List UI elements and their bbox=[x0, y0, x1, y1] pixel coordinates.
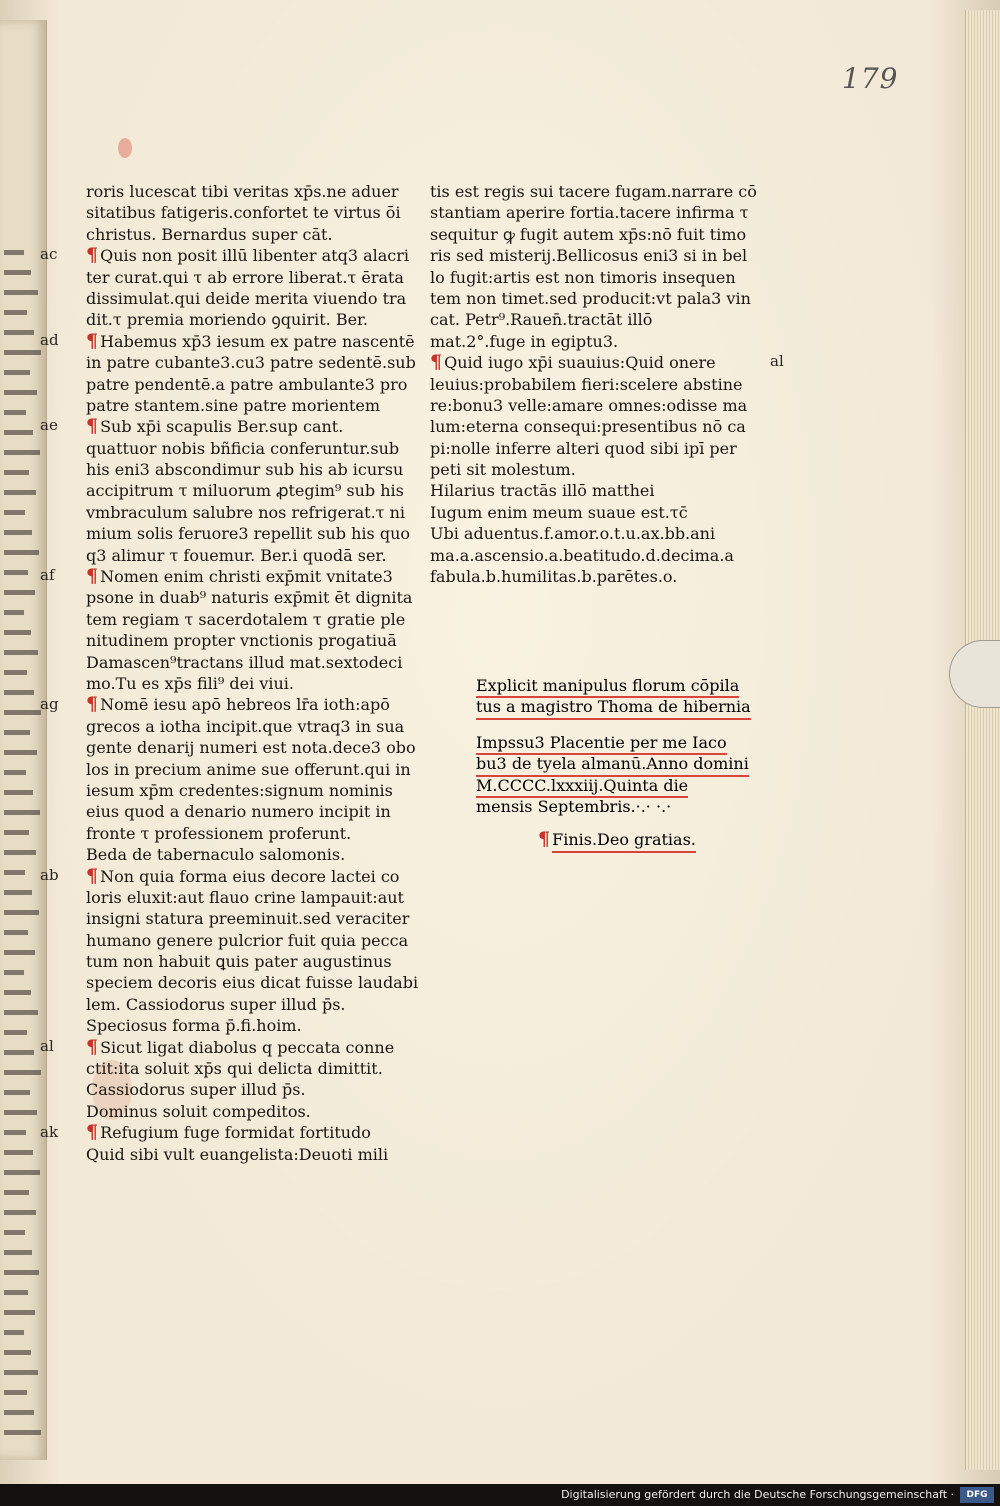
text-line-content: mo.Tu es xp̄s fili⁹ dei viui. bbox=[86, 673, 294, 693]
sliver-ink-mark bbox=[4, 390, 37, 395]
text-line-content: Quis non posit illū libenter atq3 alacri bbox=[100, 246, 409, 266]
rubric-initial-icon: ¶ bbox=[86, 329, 99, 352]
sliver-ink-mark bbox=[4, 290, 38, 295]
text-line bbox=[86, 994, 416, 1015]
text-line bbox=[430, 331, 775, 352]
sliver-ink-mark bbox=[4, 430, 33, 435]
footer-credit: Digitalisierung gefördert durch die Deutsche Forschungsgemeinschaft · bbox=[561, 1488, 954, 1501]
colophon-line: tus a magistro Thoma de hibernia bbox=[476, 696, 751, 719]
text-line-content: Refugium fuge formidat fortitudo bbox=[100, 1123, 371, 1143]
text-line-content: dissimulat.qui deide merita viuendo tra bbox=[86, 288, 407, 308]
text-line-content: Non quia forma eius decore lactei co bbox=[100, 866, 400, 886]
text-line bbox=[86, 245, 416, 266]
sliver-ink-mark bbox=[4, 270, 31, 275]
sliver-ink-mark bbox=[4, 890, 32, 895]
margin-marker: al bbox=[40, 1037, 54, 1055]
text-line-content: lum:eterna consequi:presentibus nō ca bbox=[430, 417, 746, 437]
rubric-initial-icon: ¶ bbox=[86, 244, 99, 267]
right-text-column bbox=[430, 181, 775, 587]
text-line bbox=[86, 438, 416, 459]
text-line bbox=[86, 972, 419, 993]
text-line bbox=[86, 309, 416, 330]
text-line-content: sitatibus fatigeris.confortet te virtus ōi bbox=[86, 203, 401, 223]
text-line-content: lo fugit:artis est non timoris insequen bbox=[430, 267, 736, 287]
text-line bbox=[86, 587, 416, 608]
text-line bbox=[430, 480, 775, 501]
sliver-ink-mark bbox=[4, 1110, 37, 1115]
text-line-content: Nomē iesu apō hebreos lr̄a ioth:apō bbox=[100, 695, 390, 715]
text-line-content: christus. Bernardus super cāt. bbox=[86, 224, 333, 244]
sliver-ink-mark bbox=[4, 350, 41, 355]
text-line bbox=[86, 1058, 416, 1079]
rubric-initial-icon: ¶ bbox=[86, 864, 99, 887]
text-line-content: Beda de tabernaculo salomonis. bbox=[86, 845, 346, 865]
text-line-content: iesum xp̄m credentes:signum nominis bbox=[86, 780, 393, 800]
sliver-ink-mark bbox=[4, 570, 28, 575]
text-line bbox=[86, 395, 416, 416]
sliver-ink-mark bbox=[4, 1430, 41, 1435]
text-line bbox=[430, 545, 775, 566]
text-line bbox=[86, 930, 416, 951]
text-line bbox=[86, 352, 416, 373]
sliver-ink-mark bbox=[4, 870, 25, 875]
text-line-content: patre pendentē.a patre ambulante3 pro bbox=[86, 374, 408, 394]
text-line bbox=[86, 951, 416, 972]
text-line bbox=[86, 801, 416, 822]
text-line-content: Hilarius tractās illō matthei bbox=[430, 481, 655, 501]
text-line-content: roris lucescat tibi veritas xp̄s.ne aduer bbox=[86, 182, 399, 201]
sliver-ink-mark bbox=[4, 650, 38, 655]
text-line bbox=[86, 673, 416, 694]
text-line-content: dit.τ premia moriendo ꝯquirit. Ber. bbox=[86, 310, 369, 330]
text-line bbox=[86, 694, 416, 715]
text-line bbox=[430, 181, 775, 202]
text-line-content: ma.a.ascensio.a.beatitudo.d.decima.a bbox=[430, 545, 734, 565]
sliver-ink-mark bbox=[4, 1250, 32, 1255]
text-line-content: tem regiam τ sacerdotalem τ gratie ple bbox=[86, 609, 406, 629]
text-line bbox=[86, 908, 416, 929]
margin-marker: ac bbox=[40, 245, 58, 264]
sliver-ink-mark bbox=[4, 1010, 38, 1015]
text-line-content: speciem decoris eius dicat fuisse laudabi bbox=[86, 973, 419, 993]
sliver-ink-mark bbox=[4, 1230, 25, 1235]
text-line bbox=[430, 416, 775, 437]
colophon-line: bu3 de tyela almanū.Anno domini bbox=[476, 753, 749, 776]
sliver-ink-mark bbox=[4, 850, 36, 855]
text-line-content: insigni statura preeminuit.sed veraciter bbox=[86, 909, 410, 929]
margin-marker: ad bbox=[40, 330, 59, 349]
text-line bbox=[430, 566, 775, 587]
text-line bbox=[86, 759, 416, 780]
text-line bbox=[430, 288, 775, 309]
colophon-line: M.CCCC.lxxxiij.Quinta die bbox=[476, 775, 688, 798]
sliver-ink-mark bbox=[4, 1290, 28, 1295]
sliver-ink-mark bbox=[4, 1390, 27, 1395]
colophon-line: Impssu3 Placentie per me Iaco bbox=[476, 732, 727, 755]
text-line-content: fronte τ professionem proferunt. bbox=[86, 823, 352, 843]
sliver-ink-mark bbox=[4, 1170, 40, 1175]
margin-marker: ak bbox=[40, 1122, 59, 1141]
text-line-content: sequitur ꝙ fugit autem xp̄s:nō fuit timo bbox=[430, 224, 747, 244]
left-text-column bbox=[86, 181, 419, 1165]
text-line bbox=[86, 288, 416, 309]
text-line bbox=[86, 844, 416, 865]
dfg-logo: DFG bbox=[960, 1487, 994, 1503]
sliver-ink-mark bbox=[4, 1090, 30, 1095]
text-line-content: quattuor nobis bñficia conferuntur.sub bbox=[86, 438, 400, 458]
text-line-content: in patre cubante3.cu3 patre sedentē.sub bbox=[86, 353, 416, 373]
sliver-ink-mark bbox=[4, 1050, 34, 1055]
red-mark bbox=[118, 138, 132, 158]
text-line-content: Nomen enim christi exp̄mit vnitate3 bbox=[100, 567, 393, 587]
margin-marker: af bbox=[40, 566, 55, 585]
text-line-content: Habemus xp̄3 iesum ex patre nascentē bbox=[100, 331, 415, 351]
colophon-block bbox=[476, 675, 766, 851]
page-stack-edge bbox=[965, 10, 1000, 1470]
sliver-ink-mark bbox=[4, 1030, 27, 1035]
text-line-content: peti sit molestum. bbox=[430, 460, 576, 480]
text-line bbox=[86, 502, 416, 523]
text-line-content: ctit:ita soluit xp̄s qui delicta dimittit. bbox=[86, 1059, 383, 1079]
text-line bbox=[86, 823, 416, 844]
sliver-ink-mark bbox=[4, 830, 29, 835]
text-line bbox=[86, 1079, 416, 1100]
text-line-content: ris sed misterij.Bellicosus eni3 si in bel bbox=[430, 246, 748, 266]
sliver-ink-mark bbox=[4, 1330, 24, 1335]
text-line bbox=[86, 416, 416, 437]
folio-number: 179 bbox=[842, 62, 899, 95]
text-line bbox=[430, 224, 775, 245]
rubric-initial-icon: ¶ bbox=[86, 1035, 99, 1058]
text-line bbox=[430, 502, 775, 523]
rubric-initial-icon: ¶ bbox=[86, 1121, 99, 1144]
text-line-content: tem non timet.sed producit:vt pala3 vin bbox=[430, 288, 751, 308]
text-line bbox=[86, 737, 416, 758]
sliver-ink-mark bbox=[4, 370, 30, 375]
text-line bbox=[86, 630, 416, 651]
text-line bbox=[86, 1015, 416, 1036]
text-line-content: tis est regis sui tacere fugam.narrare cō bbox=[430, 182, 757, 201]
text-line-content: re:bonu3 velle:amare omnes:odisse ma bbox=[430, 395, 748, 415]
margin-marker: ab bbox=[40, 865, 59, 884]
sliver-ink-mark bbox=[4, 590, 35, 595]
text-line-content: tum non habuit ꝗuis pater augustinus bbox=[86, 952, 392, 972]
sliver-ink-mark bbox=[4, 250, 24, 255]
sliver-ink-mark bbox=[4, 510, 25, 515]
sliver-ink-mark bbox=[4, 450, 40, 455]
text-line-content: accipitrum τ miluorum ꝓtegim⁹ sub his bbox=[86, 481, 404, 501]
text-line-content: grecos a iotha incipit.que vtraq3 in sua bbox=[86, 716, 405, 736]
text-line-content: los in precium anime sue offerunt.qui in bbox=[86, 759, 411, 779]
text-line bbox=[86, 1037, 416, 1058]
text-line-content: Ubi aduentus.f.amor.o.t.u.ax.bb.ani bbox=[430, 524, 716, 544]
sliver-ink-mark bbox=[4, 410, 26, 415]
text-line-content: Iugum enim meum suaue est.τc̄ bbox=[430, 502, 688, 522]
sliver-ink-mark bbox=[4, 530, 32, 535]
text-line-content: Quid iugo xp̄i suauius:Quid onere bbox=[444, 353, 716, 373]
sliver-ink-mark bbox=[4, 1410, 34, 1415]
margin-marker: al bbox=[770, 352, 784, 371]
margin-marker: ag bbox=[40, 694, 59, 713]
text-line bbox=[86, 523, 416, 544]
sliver-ink-mark bbox=[4, 630, 31, 635]
text-line-content: Damascen⁹tractans illud mat.sextodeci bbox=[86, 652, 403, 672]
sliver-ink-mark bbox=[4, 970, 24, 975]
text-line-content: cat. Petr⁹.Rauen̄.tractāt illō bbox=[430, 310, 653, 330]
text-line bbox=[430, 245, 775, 266]
text-line-content: lem. Cassiodorus super illud p̄s. bbox=[86, 994, 346, 1014]
text-line-content: ter curat.qui τ ab errore liberat.τ ērata bbox=[86, 267, 404, 287]
text-line bbox=[86, 887, 416, 908]
text-line-content: Quid sibi vult euangelista:Deuoti mili bbox=[86, 1144, 389, 1164]
sliver-ink-mark bbox=[4, 750, 37, 755]
previous-page-edge bbox=[0, 20, 47, 1460]
colophon-line: Explicit manipulus florum cōpila bbox=[476, 675, 739, 698]
text-line bbox=[86, 480, 416, 501]
sliver-ink-mark bbox=[4, 810, 40, 815]
text-line bbox=[86, 652, 416, 673]
sliver-ink-mark bbox=[4, 950, 35, 955]
sliver-ink-mark bbox=[4, 1070, 41, 1075]
sliver-ink-mark bbox=[4, 990, 31, 995]
text-line-content: stantiam aperire fortia.tacere infirma τ bbox=[430, 203, 749, 223]
text-line bbox=[86, 545, 416, 566]
sliver-ink-mark bbox=[4, 790, 33, 795]
rubric-initial-icon: ¶ bbox=[86, 565, 99, 588]
sliver-ink-mark bbox=[4, 710, 41, 715]
text-line-content: nitudinem propter vnctionis progatiuā bbox=[86, 631, 397, 651]
text-line bbox=[430, 459, 775, 480]
text-line-content: Sicut ligat diabolus q peccata conne bbox=[100, 1037, 395, 1057]
text-line-content: leuius:probabilem fieri:scelere abstine bbox=[430, 374, 743, 394]
text-line-content: fabula.b.humilitas.b.parētes.o. bbox=[430, 567, 678, 587]
text-line bbox=[430, 438, 775, 459]
text-line-content: pi:nolle inferre alteri quod sibi ipī per bbox=[430, 438, 737, 458]
text-line bbox=[430, 523, 775, 544]
text-line bbox=[86, 716, 416, 737]
text-line bbox=[86, 609, 416, 630]
text-line-content: Sub xp̄i scapulis Ber.sup cant. bbox=[100, 417, 344, 437]
sliver-ink-mark bbox=[4, 550, 39, 555]
rubric-initial-icon: ¶ bbox=[86, 693, 99, 716]
rubric-initial-icon: ¶ bbox=[430, 351, 443, 374]
colophon-line: mensis Septembris.·.· ·.· bbox=[476, 796, 672, 816]
text-line bbox=[430, 309, 775, 330]
sliver-ink-mark bbox=[4, 490, 36, 495]
sliver-ink-mark bbox=[4, 1370, 38, 1375]
finis-line: Finis.Deo gratias. bbox=[552, 829, 696, 852]
text-line bbox=[86, 459, 416, 480]
sliver-ink-mark bbox=[4, 770, 26, 775]
sliver-ink-mark bbox=[4, 1150, 33, 1155]
text-line-content: mat.2°.fuge in egiptu3. bbox=[430, 331, 619, 351]
text-line bbox=[86, 331, 416, 352]
sliver-ink-mark bbox=[4, 1270, 39, 1275]
sliver-ink-mark bbox=[4, 470, 29, 475]
text-line bbox=[86, 267, 416, 288]
margin-marker: ae bbox=[40, 416, 58, 435]
sliver-ink-mark bbox=[4, 1310, 35, 1315]
sliver-ink-mark bbox=[4, 1210, 36, 1215]
text-line bbox=[430, 267, 775, 288]
page-tab-marker bbox=[949, 640, 1000, 708]
sliver-ink-mark bbox=[4, 910, 39, 915]
rubric-initial-icon: ¶ bbox=[538, 828, 551, 851]
text-line bbox=[86, 224, 416, 245]
sliver-ink-mark bbox=[4, 730, 30, 735]
sliver-ink-mark bbox=[4, 670, 27, 675]
sliver-ink-mark bbox=[4, 930, 28, 935]
sliver-ink-mark bbox=[4, 310, 27, 315]
text-line-content: humano genere pulcrior fuit quia pecca bbox=[86, 930, 409, 950]
sliver-ink-mark bbox=[4, 1190, 29, 1195]
text-line-content: his eni3 abscondimur sub his ab icursu bbox=[86, 460, 404, 480]
text-line-content: Dominus soluit compeditos. bbox=[86, 1101, 311, 1121]
text-line bbox=[86, 1144, 416, 1165]
text-line-content: mium solis feruore3 repellit sub his quo bbox=[86, 524, 411, 544]
text-line-content: patre stantem.sine patre morientem bbox=[86, 395, 381, 415]
text-line-content: vmbraculum salubre nos refrigerat.τ ni bbox=[86, 502, 406, 522]
text-line bbox=[86, 202, 416, 223]
text-line bbox=[430, 395, 775, 416]
sliver-ink-mark bbox=[4, 330, 34, 335]
sliver-ink-mark bbox=[4, 1130, 26, 1135]
text-line-content: psone in duab⁹ naturis exp̄mit ēt dignita bbox=[86, 588, 413, 608]
text-line bbox=[86, 374, 416, 395]
text-line bbox=[430, 202, 775, 223]
text-line bbox=[86, 181, 416, 202]
text-line-content: loris eluxit:aut flauo crine lampauit:aut bbox=[86, 887, 404, 907]
text-line bbox=[86, 866, 416, 887]
text-line bbox=[430, 352, 775, 373]
text-line-content: Speciosus forma p̄.fi.hoim. bbox=[86, 1016, 302, 1036]
sliver-ink-mark bbox=[4, 1350, 31, 1355]
sliver-ink-mark bbox=[4, 690, 34, 695]
rubric-initial-icon: ¶ bbox=[86, 415, 99, 438]
text-line-content: Cassiodorus super illud p̄s. bbox=[86, 1080, 306, 1100]
text-line bbox=[430, 374, 775, 395]
text-line-content: q3 alimur τ fouemur. Ber.i quodā ser. bbox=[86, 545, 387, 565]
sliver-ink-mark bbox=[4, 610, 24, 615]
text-line bbox=[86, 1101, 416, 1122]
text-line bbox=[86, 1122, 416, 1143]
footer-bar bbox=[0, 1484, 1000, 1506]
text-line-content: gente denarij numeri est nota.dece3 obo bbox=[86, 738, 416, 758]
text-line-content: eius quod a denario numero incipit in bbox=[86, 802, 391, 822]
text-line bbox=[86, 780, 416, 801]
text-line bbox=[86, 566, 416, 587]
